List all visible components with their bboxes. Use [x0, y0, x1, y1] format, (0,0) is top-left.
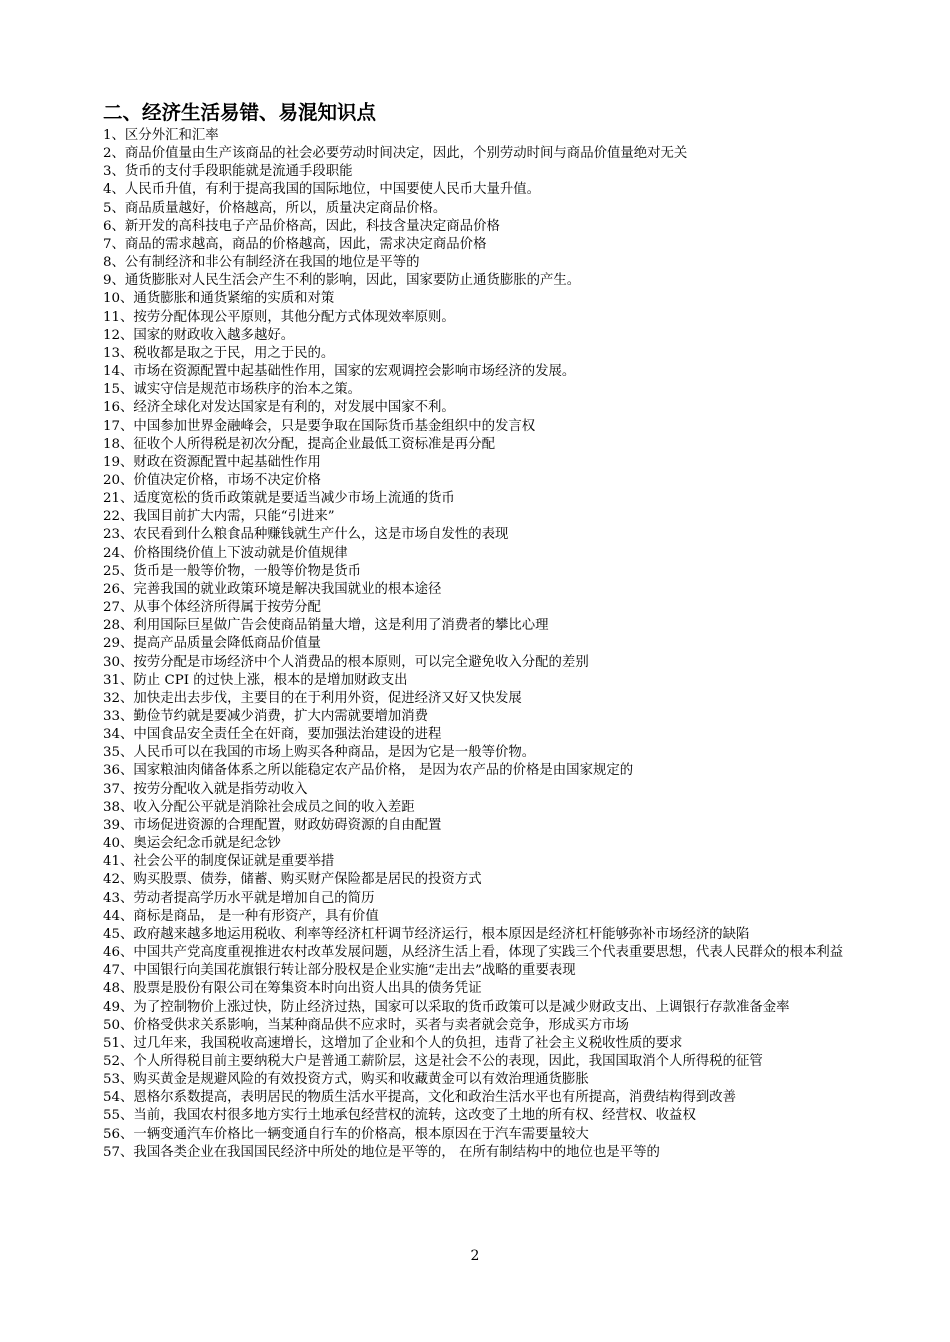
list-item: 31、防止 CPI 的过快上涨，根本的是增加财政支出 [103, 672, 408, 688]
list-item: 28、利用国际巨星做广告会使商品销量大增，这是利用了消费者的攀比心理 [103, 618, 549, 634]
list-item: 26、完善我国的就业政策环境是解决我国就业的根本途径 [103, 581, 442, 597]
list-item: 32、加快走出去步伐，主要目的在于利用外资，促进经济又好又快发展 [103, 690, 522, 706]
list-item: 33、勤俭节约就是要减少消费，扩大内需就要增加消费 [103, 709, 429, 724]
list-item: 36、国家粮油肉储备体系之所以能稳定农产品价格， 是因为农产品的价格是由国家规定的 [103, 763, 634, 779]
list-item: 49、为了控制物价上涨过快，防止经济过热，国家可以采取的货币政策可以是减少财政支出、上调银行存款准备金率 [103, 999, 790, 1015]
list-item: 5、商品质量越好，价格越高，所以，质量决定商品价格。 [103, 200, 447, 216]
list-item: 22、我国目前扩大内需，只能“引进来” [103, 509, 335, 525]
knowledge-point-list [103, 127, 851, 1162]
list-item: 50、价格受供求关系影响，当某种商品供不应求时，买者与卖者就会竞争，形成买方市场 [103, 1017, 629, 1033]
list-item: 51、过几年来，我国税收高速增长，这增加了企业和个人的负担，违背了社会主义税收性质的要求 [103, 1035, 683, 1051]
list-item: 42、购买股票、债券，储蓄、购买财产保险都是居民的投资方式 [103, 872, 482, 888]
list-item: 23、农民看到什么粮食品种赚钱就生产什么，这是市场自发性的表现 [103, 527, 509, 543]
list-item: 57、我国各类企业在我国国民经济中所处的地位是平等的， 在所有制结构中的地位也是平等的 [103, 1144, 660, 1160]
list-item: 13、税收都是取之于民，用之于民的。 [103, 345, 335, 361]
list-item: 45、政府越来越多地运用税收、利率等经济杠杆调节经济运行，根本原因是经济杠杆能够弥补市场经济的缺陷 [103, 926, 750, 942]
list-item: 18、征收个人所得税是初次分配，提高企业最低工资标准是再分配 [103, 436, 495, 452]
list-item: 21、适度宽松的货币政策就是要适当减少市场上流通的货币 [103, 491, 455, 507]
list-item: 6、新开发的高科技电子产品价格高，因此，科技含量决定商品价格 [103, 218, 500, 234]
section-heading: 二、经济生活易错、易混知识点 [103, 101, 377, 124]
list-item: 35、人民币可以在我国的市场上购买各种商品，是因为它是一般等价物。 [103, 745, 536, 761]
list-item: 44、商标是商品， 是一种有形资产，具有价值 [103, 908, 379, 924]
list-item: 27、从事个体经济所得属于按劳分配 [103, 600, 321, 616]
list-item: 55、当前，我国农村很多地方实行土地承包经营权的流转，这改变了土地的所有权、经营权、收益权 [103, 1108, 696, 1124]
list-item: 9、通货膨胀对人民生活会产生不利的影响，因此，国家要防止通货膨胀的产生。 [103, 273, 581, 289]
list-item: 30、按劳分配是市场经济中个人消费品的根本原则，可以完全避免收入分配的差别 [103, 654, 589, 670]
list-item: 56、一辆变通汽车价格比一辆变通自行车的价格高，根本原因在于汽车需要量较大 [103, 1126, 589, 1142]
list-item: 38、收入分配公平就是消除社会成员之间的收入差距 [103, 799, 415, 815]
page-number: 2 [470, 1248, 480, 1264]
list-item: 1、区分外汇和汇率 [103, 128, 219, 143]
list-item: 8、公有制经济和非公有制经济在我国的地位是平等的 [103, 255, 420, 271]
list-item: 41、社会公平的制度保证就是重要举措 [103, 854, 335, 870]
list-item: 4、人民币升值，有利于提高我国的国际地位，中国要使人民币大量升值。 [103, 182, 541, 198]
list-item: 14、市场在资源配置中起基础性作用，国家的宏观调控会影响市场经济的发展。 [103, 364, 576, 380]
list-item: 34、中国食品安全责任全在奸商，要加强法治建设的进程 [103, 727, 442, 743]
list-item: 53、购买黄金是规避风险的有效投资方式，购买和收藏黄金可以有效治理通货膨胀 [103, 1072, 589, 1088]
list-item: 16、经济全球化对发达国家是有利的，对发展中国家不利。 [103, 400, 455, 416]
list-item: 29、提高产品质量会降低商品价值量 [103, 636, 321, 652]
list-item: 17、中国参加世界金融峰会，只是要争取在国际货币基金组织中的发言权 [103, 418, 536, 434]
list-item: 48、股票是股份有限公司在筹集资本时向出资人出具的债务凭证 [103, 981, 482, 997]
list-item: 47、中国银行向美国花旗银行转让部分股权是企业实施“走出去”战略的重要表现 [103, 963, 576, 979]
list-item: 10、通货膨胀和通货紧缩的实质和对策 [103, 291, 335, 307]
list-item: 2、商品价值量由生产该商品的社会必要劳动时间决定，因此，个别劳动时间与商品价值量绝对无关 [103, 146, 688, 162]
list-item: 19、财政在资源配置中起基础性作用 [103, 454, 321, 470]
list-item: 11、按劳分配体现公平原则，其他分配方式体现效率原则。 [103, 309, 455, 325]
list-item: 37、按劳分配收入就是指劳动收入 [103, 781, 308, 797]
list-item: 3、货币的支付手段职能就是流通手段职能 [103, 164, 353, 180]
list-item: 40、奥运会纪念币就是纪念钞 [103, 836, 281, 852]
list-item: 46、中国共产党高度重视推进农村改革发展问题，从经济生活上看，体现了实践三个代表重要思想，代表人民群众的根本利益 [103, 945, 844, 961]
list-item: 15、诚实守信是规范市场秩序的治本之策。 [103, 382, 362, 398]
list-item: 20、价值决定价格，市场不决定价格 [103, 472, 321, 488]
list-item: 43、劳动者提高学历水平就是增加自己的简历 [103, 890, 375, 906]
list-item: 7、商品的需求越高，商品的价格越高，因此，需求决定商品价格 [103, 236, 487, 252]
list-item: 12、国家的财政收入越多越好。 [103, 327, 295, 343]
list-item: 54、恩格尔系数提高，表明居民的物质生活水平提高，文化和政治生活水平也有所提高，消费结构得到改善 [103, 1090, 737, 1106]
list-item: 25、货币是一般等价物，一般等价物是货币 [103, 563, 362, 579]
list-item: 39、市场促进资源的合理配置，财政妨碍资源的自由配置 [103, 817, 442, 833]
list-item: 24、价格围绕价值上下波动就是价值规律 [103, 545, 348, 561]
list-item: 52、个人所得税目前主要纳税大户是普通工薪阶层，这是社会不公的表现，因此，我国国取消个人所得税的征管 [103, 1053, 763, 1069]
